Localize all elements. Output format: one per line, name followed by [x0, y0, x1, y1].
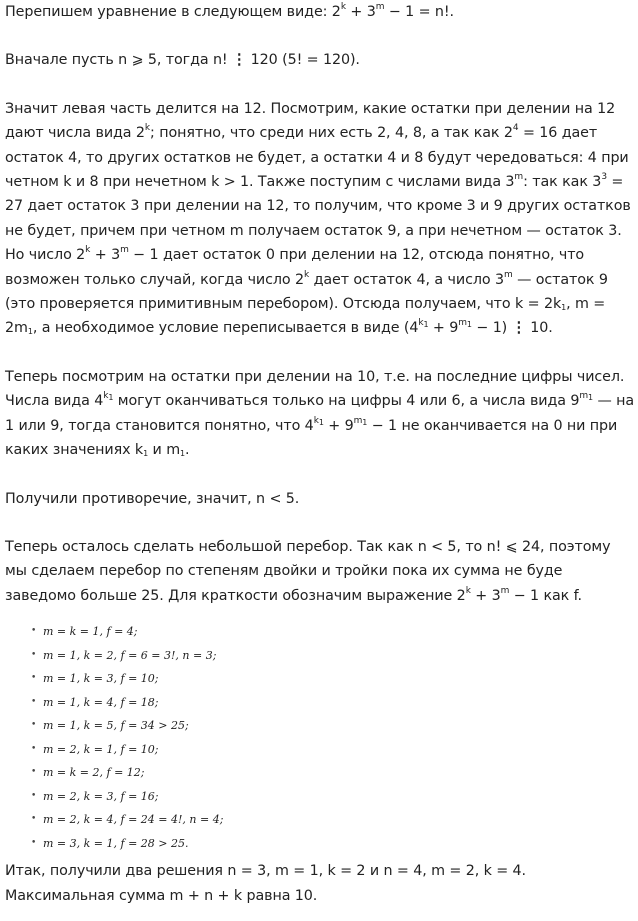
- paragraph-mod-12: Значит левая часть делится на 12. Посмотрим, какие остатки при делении на 12 дают числа вида 2$^k$; понятно, что среди них есть 2, 4, 8, а так как $2^4 = 16$ дает остаток 4, то других остатков не будет, а остатки 4 и 8 будут чередоваться: 4 при четном k и 8 при нечетном k > 1. Также поступим с числами вида 3$^m$: так как $3^3 = 27$ дает остаток 3 при делении на 12, то получим, что кроме 3 и 9 других остатков не будет, причем при четном m получаем остаток 9, а при нечетном — остаток 3. Но число $2^k + 3^m - 1$ дает остаток 0 при делении на 12, отсюда понятно, что возможен только случай, когда число 2$^k$ дает остаток 4, а число 3$^m$ — остаток 9 (это проверяется примитивным перебором). Отсюда получаем, что $k = 2k_1$, $m = 2m_1$, а необходимое условие переписывается в виде $(4^{k_1} + 9^{m_1} - 1)$ ⋮ 10.: [5, 100, 631, 337]
- paragraph-enumeration: Теперь осталось сделать небольшой перебор. Так как n < 5, то n! ⩽ 24, поэтому мы сделаем перебор по степеням двойки и тройки пока их сумма не буде заведомо больше 25. Для краткости обозначим выражение $2^k + 3^m - 1$ как f.: [5, 538, 611, 604]
- list-item: • m = 1, k = 5, f = 34 > 25;: [31, 719, 189, 733]
- list-item: • m = k = 1, f = 4;: [31, 625, 138, 639]
- list-item: • m = 2, k = 3, f = 16;: [31, 789, 159, 803]
- list-item: • m = 1, k = 2, f = 6 = 3!, n = 3;: [31, 648, 217, 662]
- case-text: m = 1, k = 5, f = 34 > 25;: [43, 719, 189, 733]
- case-text: m = k = 2, f = 12;: [43, 766, 145, 780]
- paragraph-equation: Перепишем уравнение в следующем виде: $2^k + 3^m - 1 = n$!.: [5, 2, 454, 20]
- case-text: m = 2, k = 4, f = 24 = 4!, n = 4;: [43, 813, 224, 827]
- list-item: • m = 1, k = 3, f = 10;: [31, 672, 159, 686]
- paragraph-mod-10: Теперь посмотрим на остатки при делении на 10, т.е. на последние цифры чисел. Числа вида $4^{k_1}$ могут оканчиваться только на цифры 4 или 6, а числа вида $9^{m_1}$ — на 1 или 9, тогда становится понятно, что $4^{k_1} + 9^{m_1} - 1$ не оканчивается на 0 ни при каких значениях $k_1$ и $m_1$.: [5, 368, 635, 459]
- case-text: m = 1, k = 2, f = 6 = 3!, n = 3;: [43, 648, 217, 662]
- list-item: • m = 2, k = 1, f = 10;: [31, 742, 159, 756]
- paragraph-conclusion: Итак, получили два решения n = 3, m = 1, k = 2 и n = 4, m = 2, k = 4. Максимальная сумма m + n + k равна 10.: [5, 863, 526, 904]
- paragraph-contradiction: Получили противоречие, значит, n < 5.: [5, 490, 300, 507]
- solution-document: [5, 0, 635, 908]
- case-text: m = k = 1, f = 4;: [43, 625, 138, 639]
- case-text: m = 1, k = 4, f = 18;: [43, 695, 159, 709]
- list-item: • m = 3, k = 1, f = 28 > 25.: [31, 836, 189, 850]
- case-list: [5, 620, 635, 855]
- case-text: m = 2, k = 3, f = 16;: [43, 789, 159, 803]
- list-item: • m = 1, k = 4, f = 18;: [31, 695, 159, 709]
- list-item: • m = k = 2, f = 12;: [31, 766, 145, 780]
- case-text: m = 2, k = 1, f = 10;: [43, 742, 159, 756]
- list-item: • m = 2, k = 4, f = 24 = 4!, n = 4;: [31, 813, 224, 827]
- case-text: m = 3, k = 1, f = 28 > 25.: [43, 836, 189, 850]
- paragraph-assumption: Вначале пусть n ⩾ 5, тогда n! ⋮ 120 (5! = 120).: [5, 52, 360, 69]
- case-text: m = 1, k = 3, f = 10;: [43, 672, 159, 686]
